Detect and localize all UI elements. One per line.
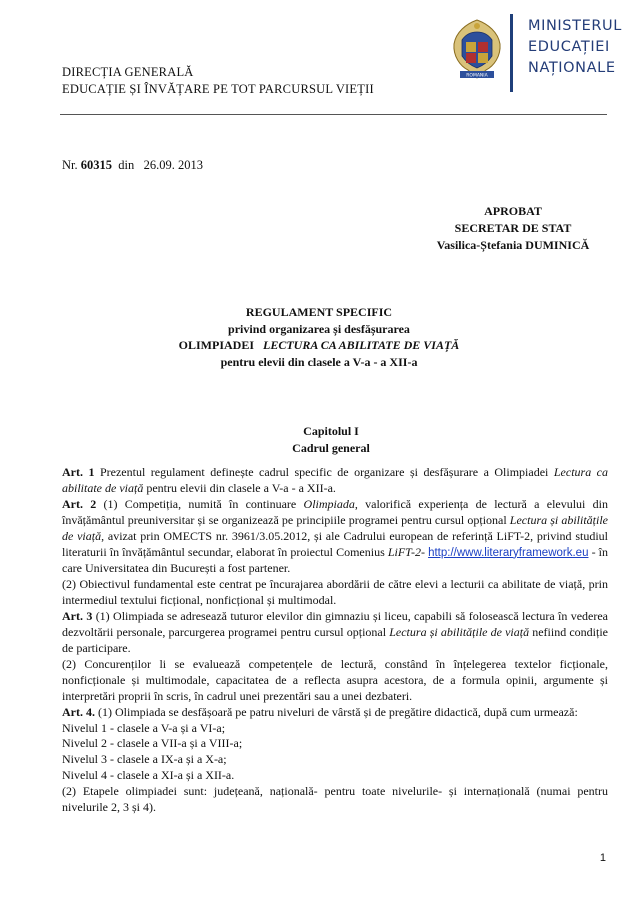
article-1-text: Prezentul regulament definește cadrul specific de organizare și desfășurare a Olimpiadei <box>94 465 554 479</box>
article-3-label: Art. 3 <box>62 609 93 624</box>
directorate-line-1: DIRECȚIA GENERALĂ <box>62 65 194 79</box>
directorate-heading <box>62 64 374 98</box>
article-4-label: Art. 4. <box>62 704 95 719</box>
approval-line-3: Vasilica-Ștefania DUMINICĂ <box>436 238 590 252</box>
article-3-paragraph-2: (2) Concurenților li se evaluează competențele de lectură, constând în înțelegerea textelor ficționale, nonficționale și multimodale, capacitatea de a reflecta asupra acestora, de a formula opinii, argumente și interpretări proprii în scris, în cadrul unei prezentări sau a unei dezbateri. <box>62 656 608 703</box>
document-title <box>0 304 638 370</box>
ministry-name <box>528 16 622 79</box>
nr-value: 60315 <box>80 158 112 172</box>
header-rule <box>60 114 607 115</box>
article-2 <box>62 497 608 578</box>
chapter-heading <box>0 423 638 457</box>
reference-number <box>62 158 203 173</box>
chapter-number: Capitolul I <box>303 424 359 438</box>
article-1 <box>62 465 608 497</box>
title-olympiad-prefix: OLIMPIADEI <box>178 338 255 352</box>
approval-line-1: APROBAT <box>484 204 542 218</box>
article-3-italic: Lectura și abilitățile de viață <box>389 625 530 640</box>
directorate-line-2: EDUCAȚIE ȘI ÎNVĂȚARE PE TOT PARCURSUL VIEȚII <box>62 82 374 96</box>
article-2-text-d: - în care Universitatea din București a fost partener. <box>62 544 608 576</box>
article-1-italic: Lectura ca abilitate de viață <box>62 465 609 495</box>
approval-line-2: SECRETAR DE STAT <box>454 221 572 235</box>
ministry-line-2: EDUCAȚIEI <box>528 39 610 55</box>
level-item: Nivelul 1 - clasele a V-a și a VI-a; <box>62 720 226 735</box>
level-item: Nivelul 4 - clasele a XI-a și a XII-a. <box>62 768 235 783</box>
article-2-text: (1) Competiția, numită în continuare <box>96 496 304 511</box>
article-2-italic-c: LiFT-2- <box>387 544 425 559</box>
article-3-text: (1) Olimpiada se adresează tuturor elevilor din gimnaziu și liceu, capabili să folosească lectura în vederea dezvoltării personale, parcurgerea programei pentru cursul opțional <box>62 609 608 640</box>
article-3-text-end: nefiind condiție de participare. <box>62 625 608 655</box>
article-2-text-c: , avizat prin OMECTS nr. 3961/3.05.2012, și ale Cadrului european de referință LiFT-2, privind studiul literaturii în învățământul secundar, elaborat în proiectul Comenius <box>62 528 608 559</box>
level-item: Nivelul 2 - clasele a VII-a și a VIII-a; <box>62 736 243 751</box>
ministry-line-1: MINISTERUL <box>528 18 622 34</box>
title-line-3 <box>0 337 638 354</box>
page-number: 1 <box>599 852 606 864</box>
header-divider-bar <box>510 14 513 92</box>
article-2-label: Art. 2 <box>62 496 97 511</box>
document-body <box>62 465 608 816</box>
nr-label: Nr. <box>62 158 78 172</box>
romania-coat-of-arms-icon <box>448 16 506 84</box>
din-label: din <box>118 158 135 172</box>
article-4-text: (1) Olimpiada se desfășoară pe patru niveluri de vârstă și de pregătire didactică, după cum urmează: <box>95 704 578 719</box>
literary-framework-link[interactable]: http://www.literaryframework.eu <box>428 546 589 559</box>
reference-date: 26.09. 2013 <box>143 158 203 172</box>
title-line-4: pentru elevii din clasele a V-a - a XII-a <box>220 354 418 369</box>
article-3 <box>62 609 608 657</box>
chapter-name: Cadrul general <box>292 441 370 455</box>
title-line-1: REGULAMENT SPECIFIC <box>245 305 393 319</box>
approval-block <box>418 203 608 254</box>
article-2-paragraph-2: (2) Obiectivul fundamental este centrat pe încurajarea abordării de către elevi a lecturii ca abilitate de viață, prin intermediul textului ficțional, nonficțional și multimodal. <box>62 577 608 608</box>
article-2-italic-b: Lectura și abilitățile de viață <box>62 512 609 543</box>
level-item: Nivelul 3 - clasele a IX-a și a X-a; <box>62 752 227 767</box>
article-1-text-end: pentru elevii din clasele a V-a - a XII-a. <box>143 480 336 495</box>
title-olympiad-name: LECTURA CA ABILITATE DE VIAȚĂ <box>263 338 460 352</box>
article-4 <box>62 705 608 721</box>
article-1-label: Art. 1 <box>62 465 95 479</box>
crest-label: ROMANIA <box>466 73 488 79</box>
ministry-line-3: NAȚIONALE <box>528 60 616 76</box>
article-2-italic-a: Olimpiada <box>303 496 355 511</box>
article-4-paragraph-2: (2) Etapele olimpiadei sunt: județeană, națională- pentru toate nivelurile- și internațională (numai pentru nivelurile 2, 3 și 4). <box>62 784 608 815</box>
title-line-2: privind organizarea și desfășurarea <box>228 321 410 336</box>
article-2-text-b: , valorifică experiența de lectură a elevului din învățământul preuniversitar și se organizează pe principiile programei pentru cursul opțional <box>62 496 608 527</box>
